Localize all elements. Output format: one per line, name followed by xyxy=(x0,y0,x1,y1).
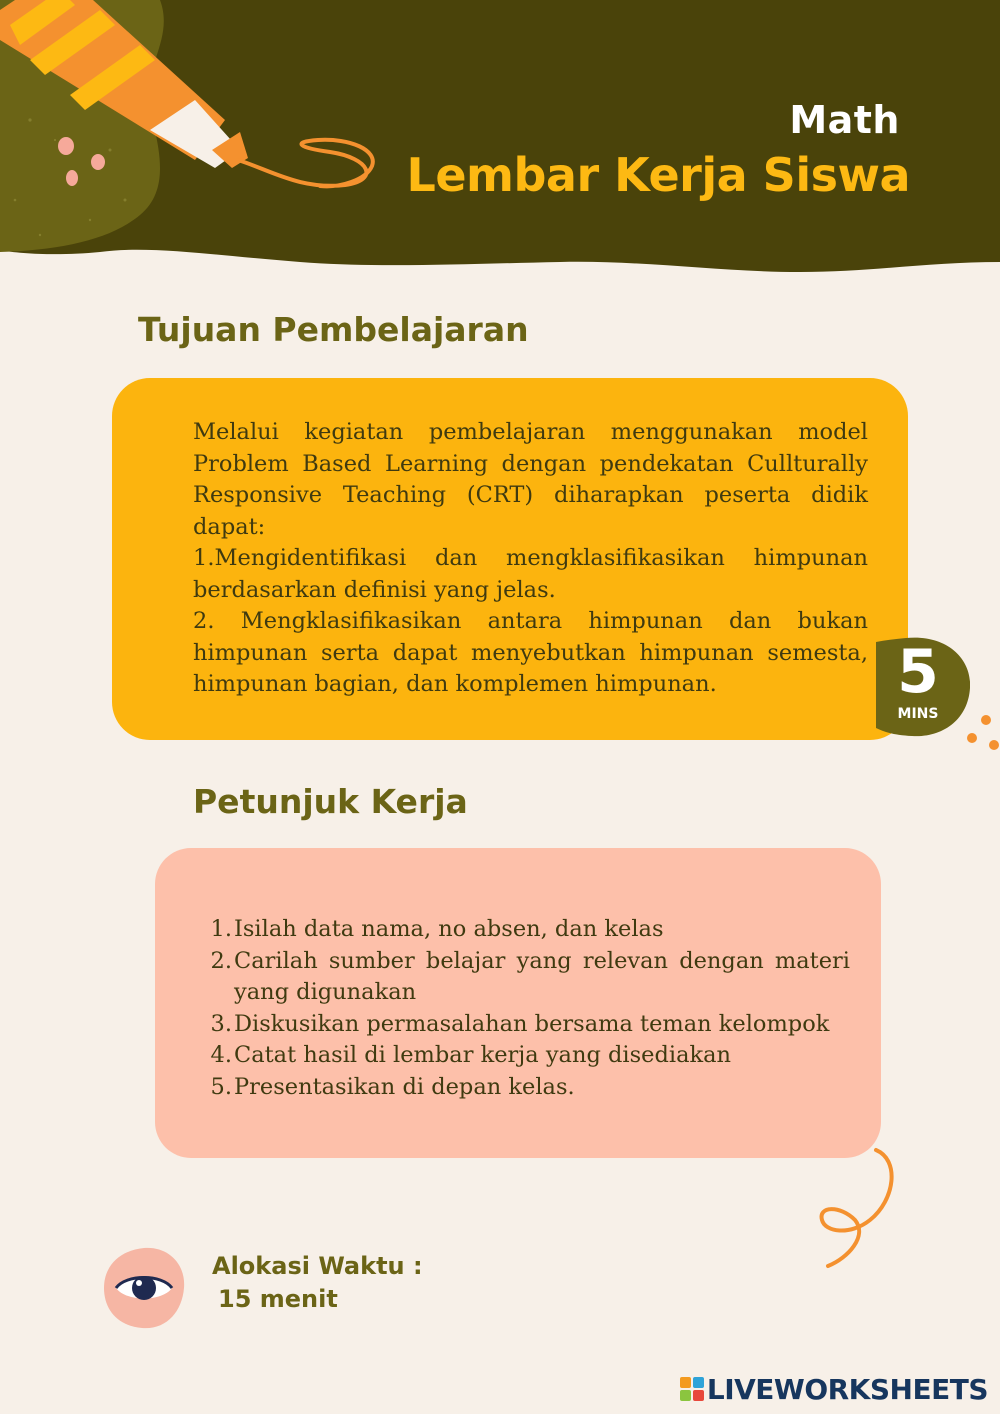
squiggle-decoration-bottom xyxy=(822,1150,892,1266)
list-item-number: 4. xyxy=(210,1042,232,1068)
objectives-paragraph: Melalui kegiatan pembelajaran menggunakan model Problem Based Learning dengan pendekatan Cullturally Responsive Teaching (CRT) diharapkan peserta didik dapat: xyxy=(193,419,868,540)
list-item-number: 1. xyxy=(210,916,232,942)
subject-label: Math xyxy=(789,98,900,142)
time-allocation-value: 15 menit xyxy=(218,1285,338,1313)
page-title: Lembar Kerja Siswa xyxy=(406,148,910,202)
objectives-paragraph: 2. Mengklasifikasikan antara himpunan dan bukan himpunan serta dapat menyebutkan himpunan semesta, himpunan bagian, dan komplemen himpunan. xyxy=(193,608,868,697)
instructions-heading: Petunjuk Kerja xyxy=(193,782,468,821)
objectives-heading: Tujuan Pembelajaran xyxy=(138,310,529,349)
list-item-text: Catat hasil di lembar kerja yang disediakan xyxy=(234,1042,732,1068)
timer-number: 5 xyxy=(897,637,939,707)
eye-icon xyxy=(102,1246,186,1330)
list-item xyxy=(210,914,850,946)
list-item-text: Carilah sumber belajar yang relevan dengan materi yang digunakan xyxy=(234,947,850,1005)
list-item xyxy=(210,946,850,1009)
list-item-number: 5. xyxy=(210,1073,232,1100)
objectives-text xyxy=(193,417,868,701)
orange-dots xyxy=(967,715,999,750)
list-item-number: 2. xyxy=(210,947,232,974)
instructions-list xyxy=(210,914,850,1103)
list-item xyxy=(210,1009,850,1041)
liveworksheets-brand[interactable] xyxy=(680,1372,988,1406)
list-item xyxy=(210,1040,850,1072)
liveworksheets-logo-icon xyxy=(680,1377,704,1401)
list-item-text: Isilah data nama, no absen, dan kelas xyxy=(234,916,664,942)
list-item-number: 3. xyxy=(210,1010,232,1037)
time-allocation-label: Alokasi Waktu : xyxy=(212,1252,423,1280)
list-item xyxy=(210,1072,850,1104)
brand-text: LIVEWORKSHEETS xyxy=(706,1372,988,1406)
timer-unit: MINS xyxy=(897,706,939,722)
objectives-paragraph: 1.Mengidentifikasi dan mengklasifikasikan himpunan berdasarkan definisi yang jelas. xyxy=(193,545,868,603)
list-item-text: Diskusikan permasalahan bersama teman kelompok xyxy=(234,1010,830,1037)
list-item-text: Presentasikan di depan kelas. xyxy=(234,1073,575,1100)
